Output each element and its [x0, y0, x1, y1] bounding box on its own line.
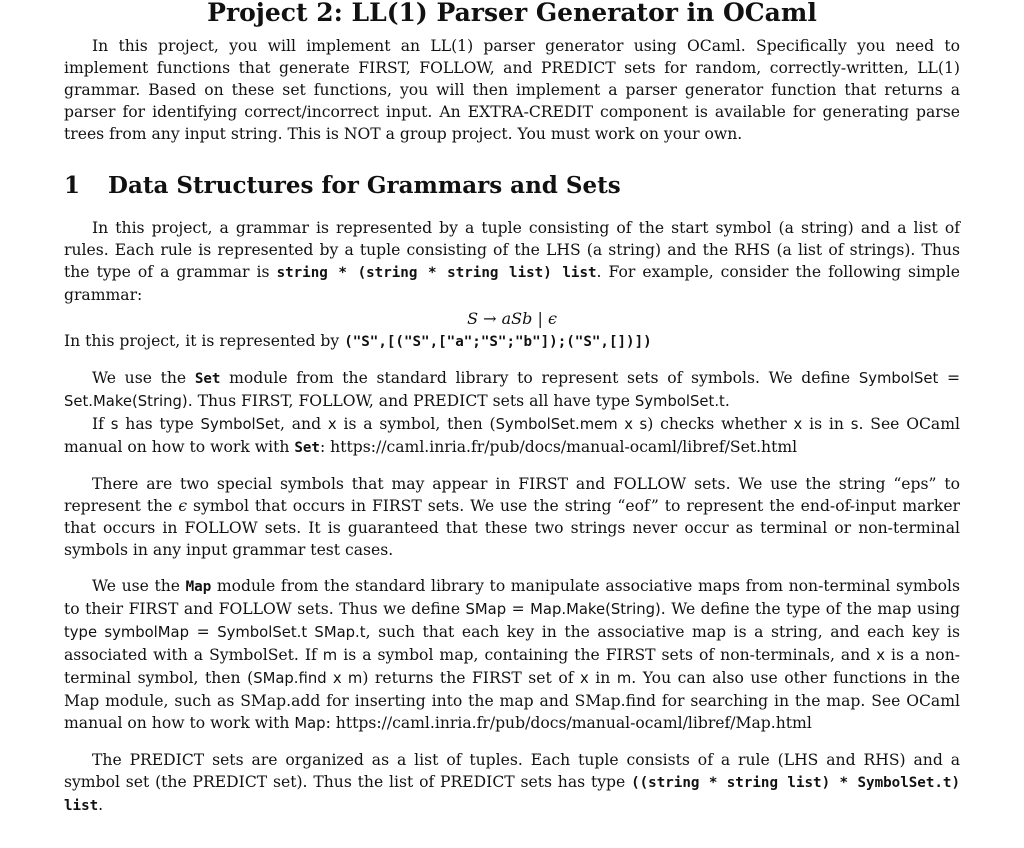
mem-s4: SymbolSet.mem x s: [495, 416, 648, 433]
map-s2: Map.Make(String): [530, 601, 661, 618]
document-title: Project 2: LL(1) Parser Generator in OCaml: [207, 0, 817, 27]
map-text-5: =: [189, 623, 218, 641]
set-text-3: =: [938, 369, 961, 387]
eq-arrow: →: [483, 309, 497, 328]
set-manual-url: : https://caml.inria.fr/pub/docs/manual-ocaml/libref/Set.html: [319, 438, 798, 456]
map-text-8: is a non-terminal symbol, then (: [64, 646, 961, 687]
set-text-2: module from the standard library to represent sets of symbols. We define: [220, 369, 859, 387]
intro-text: In this project, you will implement an LL(1) parser generator using OCaml. Specifically you need to implement functions that generate FIRST, FOLLOW, and PREDICT sets for random, correctly-written, LL(1) grammar. Based on these set functions, you will then implement a parser generator function that returns a parser for identifying correct/incorrect input. An EXTRA-CREDIT component is available for generating parse trees from any input string. This is NOT a group project. You must work on your own.: [64, 37, 960, 143]
map-s4: SymbolSet.t SMap.t: [217, 624, 366, 641]
mem-text-3: , and: [279, 415, 328, 433]
map-text-11: . You can also use other functions in the Map module, such as SMap.add for inserting into the map and SMap.find for searching in the map. See OCaml manual on how to work with: [64, 669, 960, 732]
special-text-1: There are two special symbols that may appear in FIRST and FOLLOW sets. We use the string “eps” to represent the: [64, 475, 960, 515]
map-s10: Map: [294, 715, 326, 732]
map-text-7: is a symbol map, containing the FIRST sets of non-terminals, and: [337, 646, 877, 664]
grammar-text-2: . For example, consider the following simple grammar:: [64, 263, 961, 304]
special-text-2: symbol that occurs in FIRST sets. We use the string “eof” to represent the end-of-input marker that occurs in FOLLOW sets. It is guaranteed that these two strings never occur as terminal or non-terminal symbols in any input grammar test cases.: [64, 497, 961, 559]
document-page: [64, 0, 960, 817]
eq-bar: |: [537, 309, 543, 328]
map-manual-url: : https://caml.inria.fr/pub/docs/manual-ocaml/libref/Map.html: [325, 714, 812, 732]
special-eps: ϵ: [178, 497, 188, 515]
map-text-1: We use the: [92, 577, 186, 595]
mem-set-code: Set: [294, 440, 320, 456]
map-s3: type symbolMap: [64, 624, 190, 641]
mem-s2: SymbolSet: [200, 416, 280, 433]
section-title: Data Structures for Grammars and Sets: [108, 172, 621, 199]
mem-text-2: has type: [118, 415, 201, 433]
mem-text-7: . See OCaml manual on how to work with: [64, 415, 961, 456]
map-text-3: =: [506, 600, 531, 618]
set-text-4: . Thus FIRST, FOLLOW, and PREDICT sets all have type: [187, 392, 635, 410]
eq-rhs: aSb: [501, 309, 533, 328]
predict-type-code: ((string * string list) * SymbolSet.t) list: [64, 775, 960, 814]
representation-code: ("S",[("S",["a";"S";"b"]);("S",[])]): [344, 334, 652, 350]
symbolset-name: SymbolSet: [858, 370, 939, 387]
set-make-string: Set.Make(String): [64, 393, 188, 410]
grammar-text-1: In this project, a grammar is represented by a tuple consisting of the start symbol (a string) and a list of rules. Each rule is represented by a tuple consisting of the LHS (a string) and the RHS (a list of strings). Thus the type of a grammar is: [64, 219, 960, 281]
mem-text-5: ) checks whether: [647, 415, 794, 433]
mem-text-4: is a symbol, then (: [336, 415, 496, 433]
eq-eps: ϵ: [547, 309, 557, 328]
predict-text-2: .: [98, 796, 104, 814]
mem-s1: s: [110, 416, 119, 433]
mem-s6: s: [850, 416, 859, 433]
map-s9: m: [616, 670, 632, 687]
eq-lhs: S: [467, 309, 479, 328]
predict-paragraph: [64, 749, 960, 817]
map-s7: SMap.find x m: [253, 670, 363, 687]
set-code: Set: [194, 371, 221, 387]
map-text-2: module from the standard library to manipulate associative maps from non-terminal symbols to their FIRST and FOLLOW sets. Thus we define: [64, 577, 960, 618]
mem-s5: x: [793, 416, 803, 433]
map-s1: SMap: [465, 601, 507, 618]
map-text-9: ) returns the FIRST set of: [362, 669, 580, 687]
map-s6: x: [876, 647, 885, 664]
mem-s3: x: [327, 416, 337, 433]
map-text-10: in: [588, 669, 617, 687]
grammar-type-code: string * (string * string list) list: [276, 265, 597, 281]
intro-paragraph: [64, 35, 960, 145]
map-code: Map: [185, 579, 212, 595]
grammar-equation: [64, 308, 960, 330]
map-s8: x: [580, 670, 589, 687]
set-text-5: .: [724, 392, 730, 410]
symbolset-mem-paragraph: [64, 413, 960, 459]
mem-text-1: If: [92, 415, 111, 433]
predict-text-1: The PREDICT sets are organized as a list of tuples. Each tuple consists of a rule (LHS and RHS) and a symbol set (the PREDICT set). Thus the list of PREDICT sets has type: [64, 751, 960, 791]
set-module-paragraph: [64, 367, 960, 413]
map-s5: m: [322, 647, 338, 664]
section-heading: [64, 172, 960, 200]
map-module-paragraph: [64, 575, 960, 735]
section-number: 1: [64, 172, 81, 199]
map-text-4: . We define the type of the map using: [660, 600, 961, 618]
mem-text-6: is in: [802, 415, 851, 433]
map-text-6: , such that each key in the associative map is a string, and each key is associated with a SymbolSet. If: [64, 623, 960, 664]
symbolset-t: SymbolSet.t: [634, 393, 725, 410]
set-text-1: We use the: [92, 369, 195, 387]
grammar-paragraph: [64, 217, 960, 306]
representation-paragraph: [64, 330, 960, 353]
special-symbols-paragraph: [64, 473, 960, 561]
representation-text: In this project, it is represented by: [64, 332, 345, 350]
